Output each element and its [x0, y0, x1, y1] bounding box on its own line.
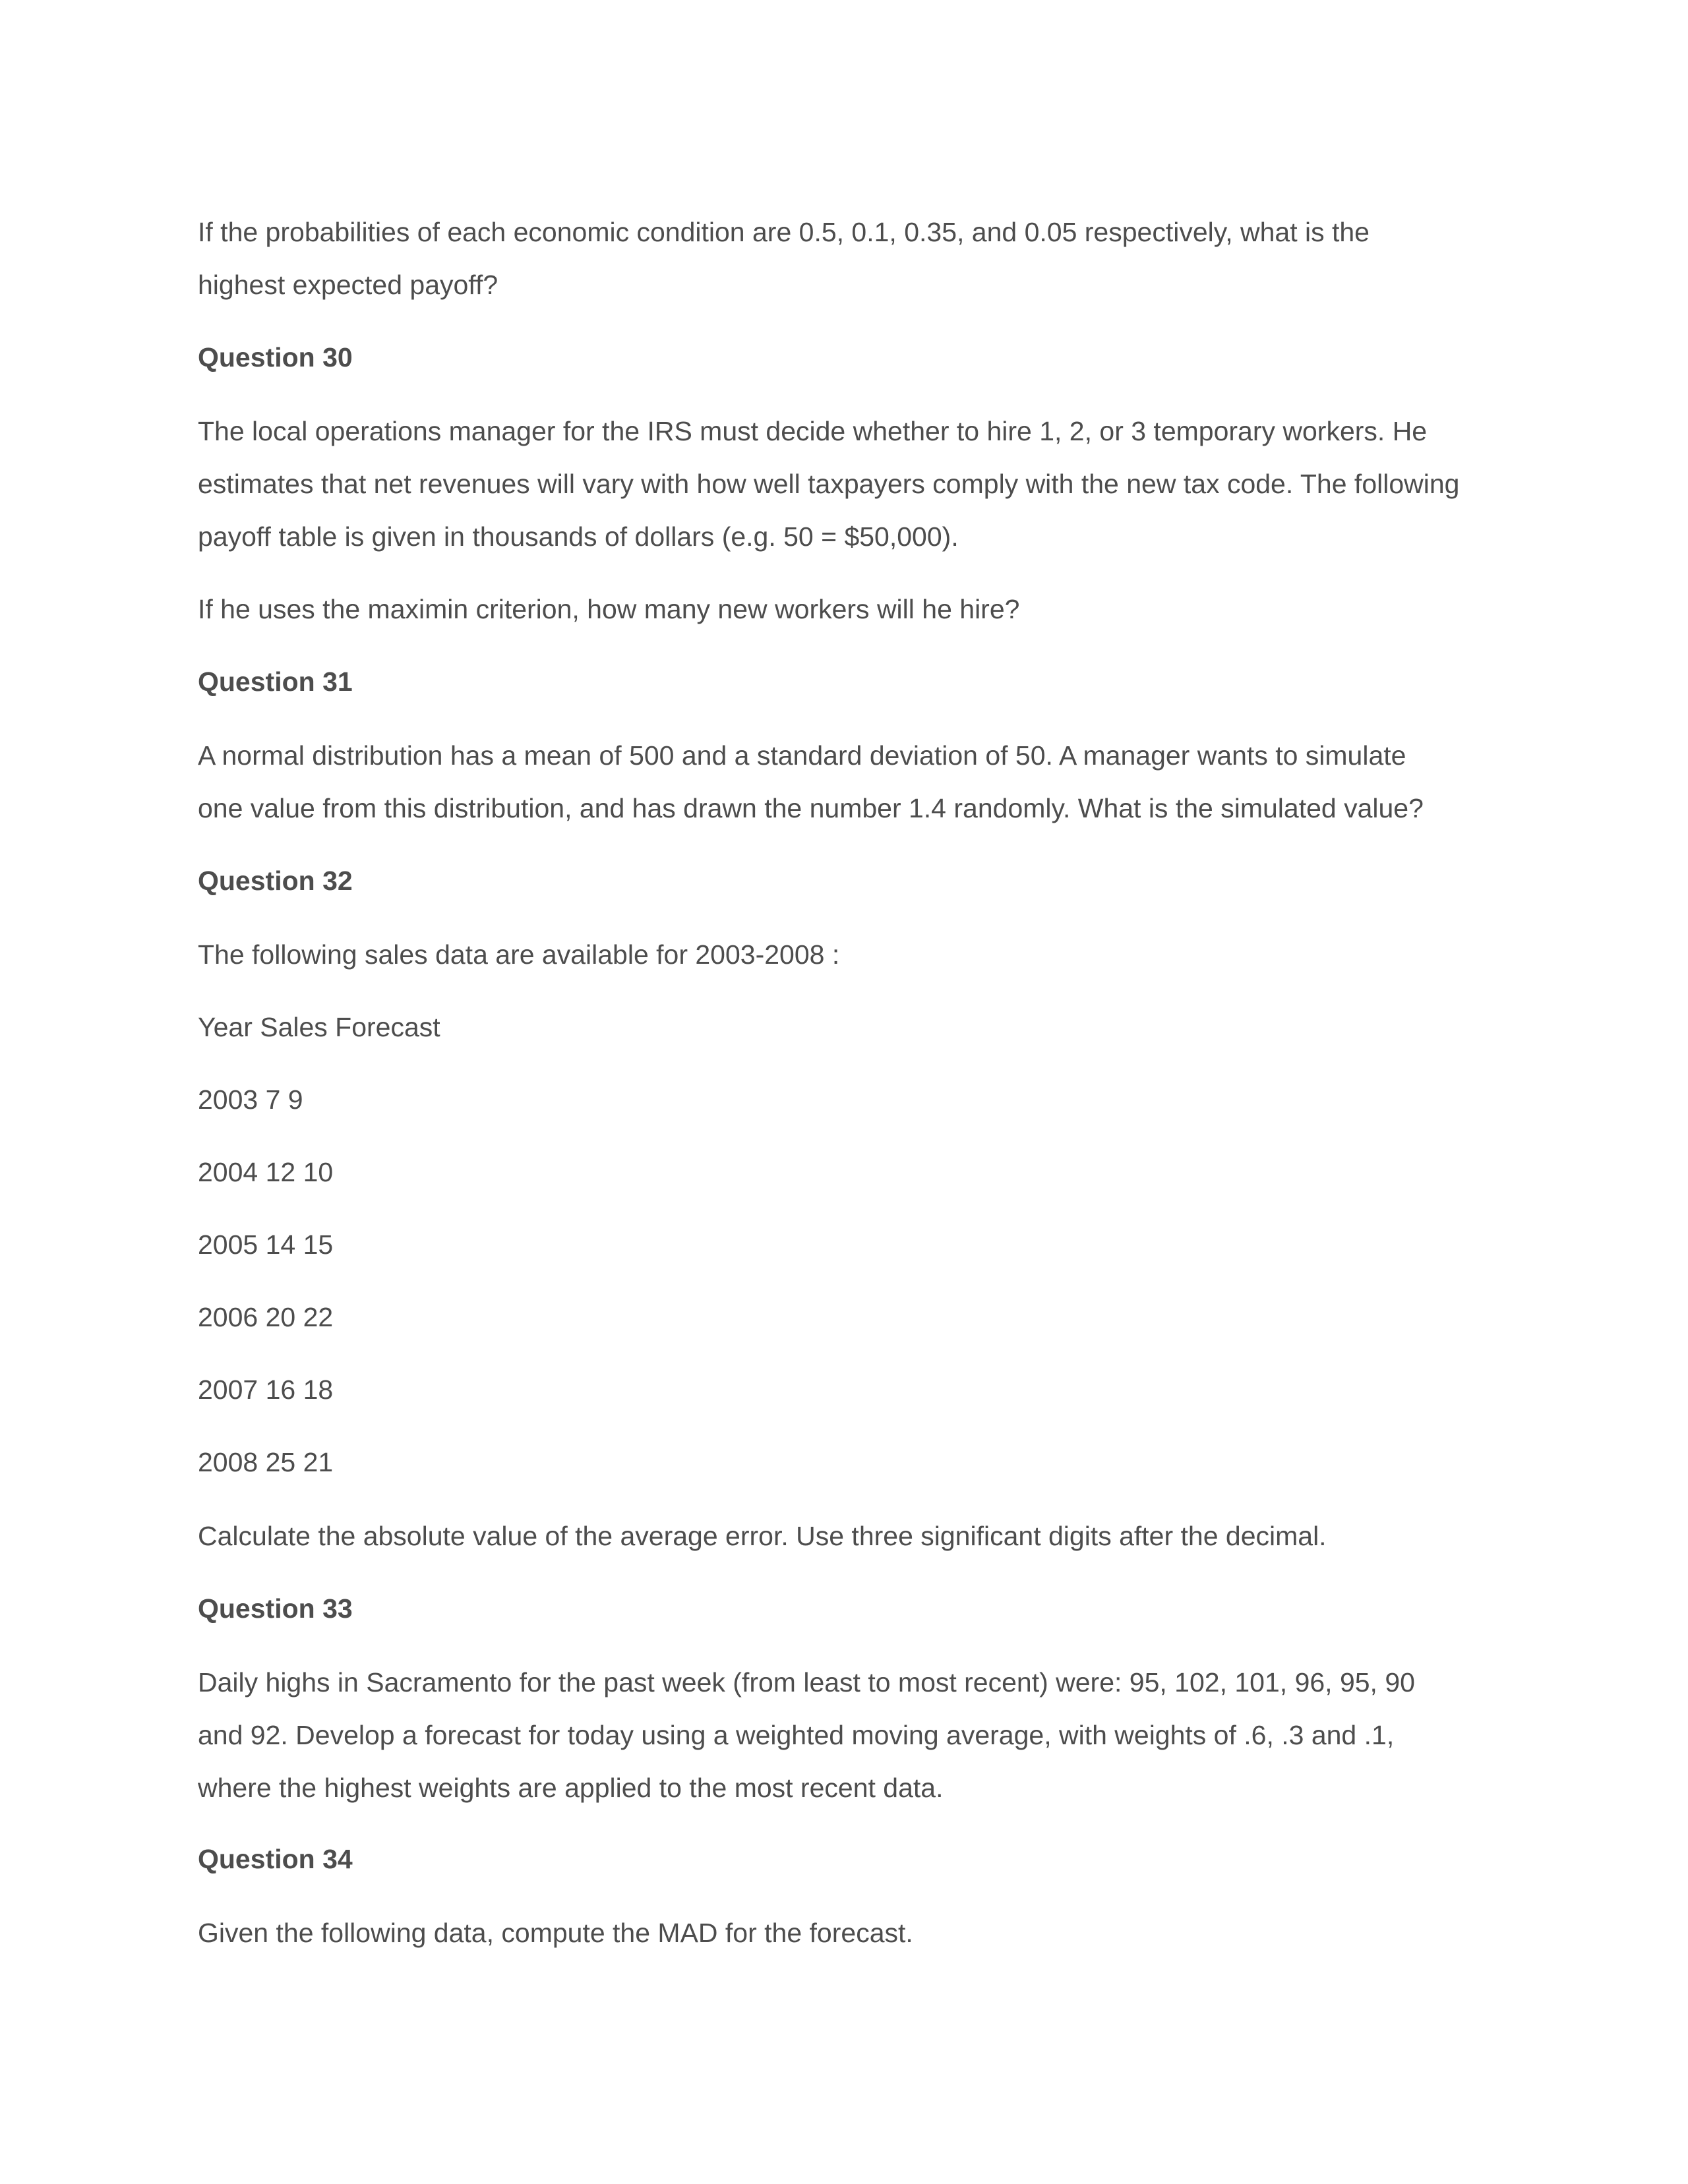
q30-question: If he uses the maximin criterion, how many new workers will he hire?	[198, 594, 1020, 624]
q30-paragraph-line-2: estimates that net revenues will vary with how well taxpayers comply with the new tax code. The following	[198, 469, 1460, 499]
q32-intro: The following sales data are available for 2003-2008 :	[198, 939, 840, 970]
q32-table-header: Year Sales Forecast	[198, 1012, 440, 1042]
q32-table-row: 2003 7 9	[198, 1084, 303, 1115]
q30-paragraph-line-3: payoff table is given in thousands of dollars (e.g. 50 = $50,000).	[198, 521, 959, 552]
question-34-heading: Question 34	[198, 1844, 353, 1874]
q31-line-1: A normal distribution has a mean of 500 and a standard deviation of 50. A manager wants to simulate	[198, 740, 1406, 771]
q33-line-1: Daily highs in Sacramento for the past week (from least to most recent) were: 95, 102, 101, 96, 95, 90	[198, 1667, 1415, 1697]
intro-line-1: If the probabilities of each economic condition are 0.5, 0.1, 0.35, and 0.05 respectively, what is the	[198, 217, 1370, 247]
q32-table-row: 2005 14 15	[198, 1229, 334, 1260]
intro-line-2: highest expected payoff?	[198, 270, 498, 300]
q33-line-2: and 92. Develop a forecast for today using a weighted moving average, with weights of .6, .3 and .1,	[198, 1720, 1395, 1750]
q33-line-3: where the highest weights are applied to the most recent data.	[198, 1773, 944, 1803]
q32-table-row: 2008 25 21	[198, 1447, 334, 1477]
question-31-heading: Question 31	[198, 666, 353, 697]
question-30-heading: Question 30	[198, 342, 353, 372]
q31-line-2: one value from this distribution, and has drawn the number 1.4 randomly. What is the simulated value?	[198, 793, 1424, 823]
q32-question: Calculate the absolute value of the average error. Use three significant digits after the decimal.	[198, 1521, 1327, 1551]
q34-line-1: Given the following data, compute the MAD for the forecast.	[198, 1918, 913, 1948]
question-33-heading: Question 33	[198, 1593, 353, 1624]
q30-paragraph-line-1: The local operations manager for the IRS must decide whether to hire 1, 2, or 3 temporary workers. He	[198, 416, 1428, 446]
q32-table-row: 2007 16 18	[198, 1374, 334, 1405]
q32-table-row: 2006 20 22	[198, 1302, 334, 1332]
q32-table-row: 2004 12 10	[198, 1157, 334, 1187]
question-32-heading: Question 32	[198, 866, 353, 896]
